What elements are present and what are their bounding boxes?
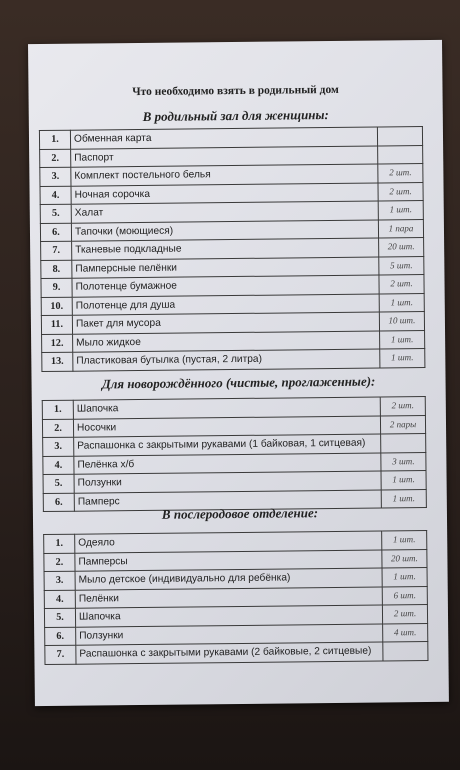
item-quantity (381, 434, 426, 453)
item-number: 7. (41, 241, 72, 260)
item-number: 3. (44, 571, 75, 590)
item-quantity: 1 пара (378, 219, 423, 238)
item-quantity: 2 шт. (380, 397, 425, 416)
item-quantity: 20 шт. (379, 238, 424, 257)
item-name: Одеяло (75, 531, 382, 553)
item-name: Распашонка с закрытыми рукавами (2 байковые, 2 ситцевые) (76, 642, 383, 664)
item-quantity: 2 шт. (378, 182, 423, 201)
item-quantity: 2 шт. (379, 275, 424, 294)
item-name: Памперсные пелёнки (72, 257, 379, 279)
item-number: 4. (40, 186, 71, 205)
item-name: Пелёнки (75, 586, 382, 608)
item-quantity: 1 шт. (382, 568, 427, 587)
item-number: 1. (42, 400, 73, 419)
item-name: Шапочка (73, 397, 380, 419)
item-quantity: 1 шт. (380, 330, 425, 349)
item-quantity: 1 шт. (381, 471, 426, 490)
item-number: 1. (44, 534, 75, 553)
item-name: Халат (71, 201, 378, 223)
item-number: 4. (44, 590, 75, 609)
paper-sheet (28, 40, 449, 706)
item-name: Пакет для мусора (72, 312, 379, 334)
table-row (42, 349, 425, 372)
item-quantity (383, 642, 428, 661)
item-name: Мыло жидкое (73, 331, 380, 353)
item-name: Носочки (73, 415, 380, 437)
item-name: Ночная сорочка (71, 183, 378, 205)
item-name: Обменная карта (70, 127, 377, 149)
item-name: Ползунки (74, 471, 381, 493)
item-quantity: 20 шт. (382, 549, 427, 568)
item-number: 4. (43, 456, 74, 475)
item-name: Паспорт (71, 146, 378, 168)
item-number: 5. (40, 204, 71, 223)
item-number: 2. (40, 149, 71, 168)
item-quantity: 5 шт. (379, 256, 424, 275)
item-number: 2. (42, 419, 73, 438)
item-name: Комплект постельного белья (71, 164, 378, 186)
item-quantity: 1 шт. (378, 201, 423, 220)
item-number: 13. (42, 352, 73, 371)
item-quantity: 3 шт. (381, 452, 426, 471)
item-name: Тканевые подкладные (72, 238, 379, 260)
table-row (45, 642, 428, 665)
item-name: Памперс (74, 489, 381, 511)
item-number: 1. (39, 130, 70, 149)
item-name: Пелёнка х/б (74, 452, 381, 474)
item-name: Ползунки (76, 623, 383, 645)
section-heading-newborn: Для новорождённого (чистые, проглаженные): (101, 373, 376, 392)
checklist-table-newborn (42, 396, 427, 512)
item-number: 7. (45, 645, 76, 664)
item-name: Тапочки (моющиеся) (71, 220, 378, 242)
item-quantity: 2 шт. (378, 164, 423, 183)
item-quantity: 1 шт. (382, 531, 427, 550)
section-heading-postpartum: В послеродовое отделение: (161, 505, 319, 522)
item-name: Распашонка с закрытыми рукавами (1 байковая, 1 ситцевая) (74, 434, 381, 456)
item-quantity: 1 шт. (380, 349, 425, 368)
item-quantity (377, 127, 422, 146)
item-name: Мыло детское (индивидуально для ребёнка) (75, 568, 382, 590)
checklist-table-postpartum (43, 530, 428, 665)
item-name: Шапочка (75, 605, 382, 627)
item-name: Полотенце бумажное (72, 275, 379, 297)
item-number: 6. (40, 223, 71, 242)
item-quantity (378, 145, 423, 164)
document-title: Что необходимо взять в родильный дом (132, 83, 339, 99)
item-number: 5. (44, 608, 75, 627)
item-quantity: 10 шт. (379, 312, 424, 331)
item-quantity: 1 шт. (381, 489, 426, 508)
item-number: 8. (41, 260, 72, 279)
item-number: 10. (41, 297, 72, 316)
item-number: 9. (41, 278, 72, 297)
checklist-table-labor-room (39, 126, 426, 372)
item-number: 11. (41, 315, 72, 334)
item-name: Памперсы (75, 549, 382, 571)
item-name: Пластиковая бутылка (пустая, 2 литра) (73, 349, 380, 371)
item-name: Полотенце для душа (72, 294, 379, 316)
item-quantity: 1 шт. (379, 293, 424, 312)
item-number: 3. (43, 437, 74, 456)
item-number: 3. (40, 167, 71, 186)
item-number: 12. (42, 334, 73, 353)
item-number: 5. (43, 474, 74, 493)
item-number: 6. (43, 493, 74, 512)
item-number: 2. (44, 553, 75, 572)
item-number: 6. (45, 627, 76, 646)
item-quantity: 4 шт. (383, 623, 428, 642)
section-heading-labor-room: В родильный зал для женщины: (142, 107, 329, 124)
item-quantity: 2 пары (380, 415, 425, 434)
item-quantity: 6 шт. (382, 586, 427, 605)
item-quantity: 2 шт. (382, 605, 427, 624)
